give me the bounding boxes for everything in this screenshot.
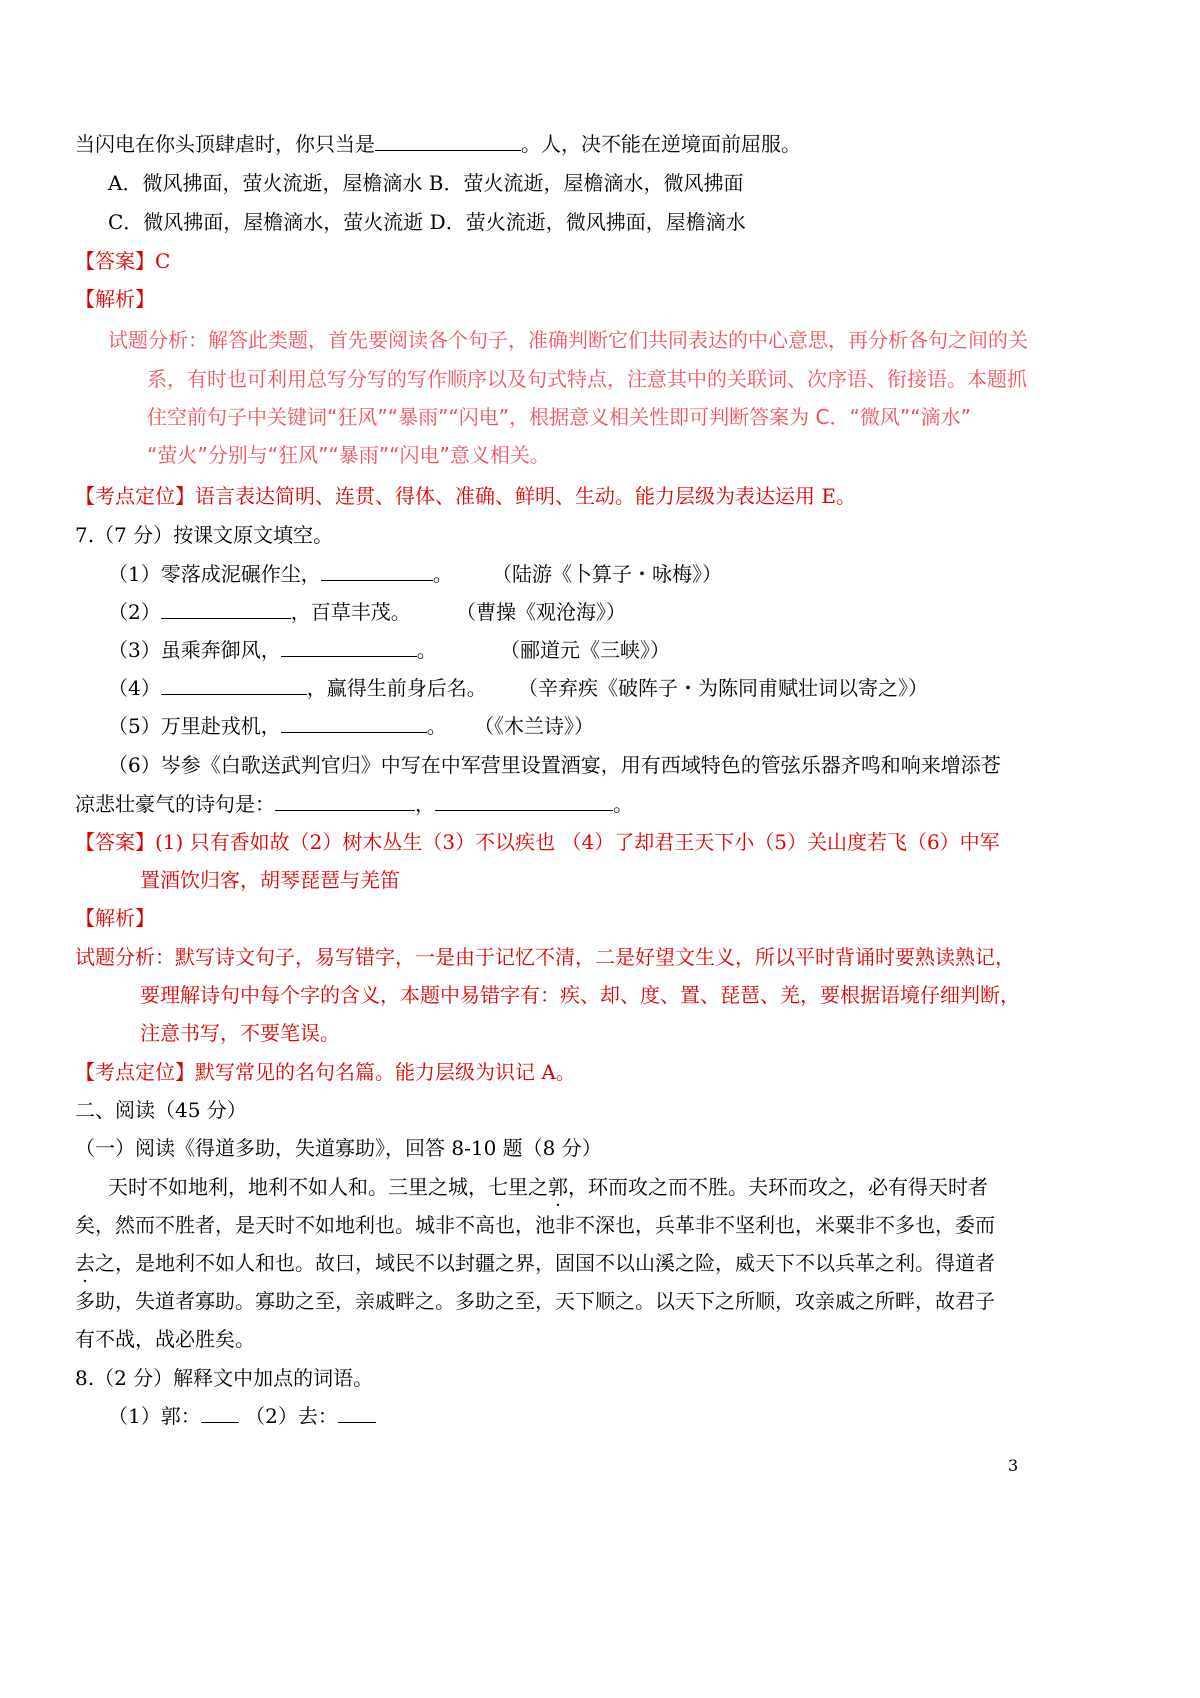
section2-subtitle: （一）阅读《得道多助，失道寡助》，回答 8-10 题（8 分） <box>75 1136 602 1160</box>
passage-line: 天时不如地利，地利不如人和。三里之城，七里之郭，环而攻之而不胜。夫环而攻之，必有得天时者 <box>108 1175 988 1199</box>
emphasis-word-guo: 郭 <box>548 1175 568 1199</box>
q7-blank-6b <box>435 792 613 811</box>
q7-blank-4 <box>161 676 307 695</box>
q7-item-6-line1: （6）岑参《白歌送武判官归》中写在中军营里设置酒宴，用有西域特色的管弦乐器齐鸣和响来增添苍 <box>108 753 1001 777</box>
q6-analysis-line: 系，有时也可利用总写分写的写作顺序以及句式特点，注意其中的关联词、次序语、衔接语。本题抓 <box>147 367 1027 391</box>
q7-blank-3 <box>281 638 417 657</box>
q7-item-6-line2: 凉悲壮豪气的诗句是： ， 。 <box>75 792 633 816</box>
q7-answer: 【答案】(1) 只有香如故（2）树木丛生（3）不以疾也 （4）了却君王天下小（5）关山度若飞（6）中军 <box>75 830 1000 854</box>
q7-item-5-source: （《木兰诗》） <box>474 714 594 738</box>
q7-item-2: （2） ，百草丰茂。 <box>108 600 411 624</box>
q7-item-1: （1）零落成泥碾作尘， 。 <box>108 562 453 586</box>
q7-blank-2 <box>161 600 291 619</box>
q7-answer-line2: 置酒饮归客，胡琴琵琶与羌笛 <box>140 868 400 892</box>
q8-blank-2 <box>338 1404 376 1423</box>
q6-options-cd: C．微风拂面，屋檐滴水，萤火流逝 D．萤火流逝，微风拂面，屋檐滴水 <box>108 210 746 234</box>
q7-analysis-line: 试题分析：默写诗文句子，易写错字，一是由于记忆不清，二是好望文生义，所以平时背诵时要熟读熟记， <box>75 945 1015 969</box>
q7-analysis-line: 要理解诗句中每个字的含义，本题中易错字有：疾、却、度、置、琵琶、羌，要根据语境仔细判断， <box>140 983 1020 1007</box>
q6-analysis-line: 住空前句子中关键词“狂风”“暴雨”“闪电”，根据意义相关性即可判断答案为 C．“微风”“滴水” <box>147 405 971 429</box>
q7-blank-6a <box>275 792 415 811</box>
q7-kaodian: 【考点定位】默写常见的名句名篇。能力层级为识记 A。 <box>75 1060 576 1084</box>
q8-blank-1 <box>201 1404 239 1423</box>
passage-line: 多助，失道者寡助。寡助之至，亲戚畔之。多助之至，天下顺之。以天下之所顺，攻亲戚之所畔，故君子 <box>75 1289 995 1313</box>
q8-items: （1）郭： （2）去： <box>108 1402 376 1430</box>
passage-line: 去之，是地利不如人和也。故曰，域民不以封疆之界，固国不以山溪之险，威天下不以兵革之利。得道者 <box>75 1251 995 1275</box>
q6-analysis-line: “萤火”分别与“狂风”“暴雨”“闪电”意义相关。 <box>147 443 550 467</box>
q6-answer: 【答案】C <box>75 249 171 273</box>
q6-analysis-line: 试题分析：解答此类题，首先要阅读各个句子，准确判断它们共同表达的中心意思，再分析各句之间的关 <box>108 328 1028 352</box>
q6-options-ab: A．微风拂面，萤火流逝，屋檐滴水 B．萤火流逝，屋檐滴水，微风拂面 <box>108 171 744 195</box>
page-number: 3 <box>1008 1456 1019 1475</box>
q6-stem: 当闪电在你头顶肆虐时，你只当是 。人，决不能在逆境面前屈服。 <box>75 132 801 156</box>
q7-item-5: （5）万里赴戎机， 。 <box>108 714 447 738</box>
q7-item-4: （4） ，赢得生前身后名。 <box>108 676 487 700</box>
q6-kaodian: 【考点定位】语言表达简明、连贯、得体、准确、鲜明、生动。能力层级为表达运用 E。 <box>75 484 856 508</box>
q7-item-2-source: （曹操《观沧海》） <box>456 600 626 624</box>
q7-title: 7.（7 分）按课文原文填空。 <box>75 523 334 547</box>
emphasis-word-qu: 去 <box>75 1251 95 1275</box>
q7-item-3-source: （郦道元《三峡》） <box>500 638 670 662</box>
q8-title: 8.（2 分）解释文中加点的词语。 <box>75 1366 374 1390</box>
q7-blank-1 <box>321 562 433 581</box>
q7-blank-5 <box>281 714 427 733</box>
section2-title: 二、阅读（45 分） <box>75 1098 247 1122</box>
q7-item-1-source: （陆游《卜算子・咏梅》） <box>492 562 722 586</box>
q6-analysis-label: 【解析】 <box>75 287 155 311</box>
q7-item-3: （3）虽乘奔御风， 。 <box>108 638 437 662</box>
passage-line: 有不战，战必胜矣。 <box>75 1327 255 1351</box>
q7-analysis-label: 【解析】 <box>75 906 155 930</box>
q7-analysis-line: 注意书写，不要笔误。 <box>140 1021 340 1045</box>
passage-line: 矣，然而不胜者，是天时不如地利也。城非不高也，池非不深也，兵革非不坚利也，米粟非不多也，委而 <box>75 1213 995 1237</box>
q6-blank <box>375 132 521 151</box>
q7-item-4-source: （辛弃疾《破阵子・为陈同甫赋壮词以寄之》） <box>518 676 928 700</box>
